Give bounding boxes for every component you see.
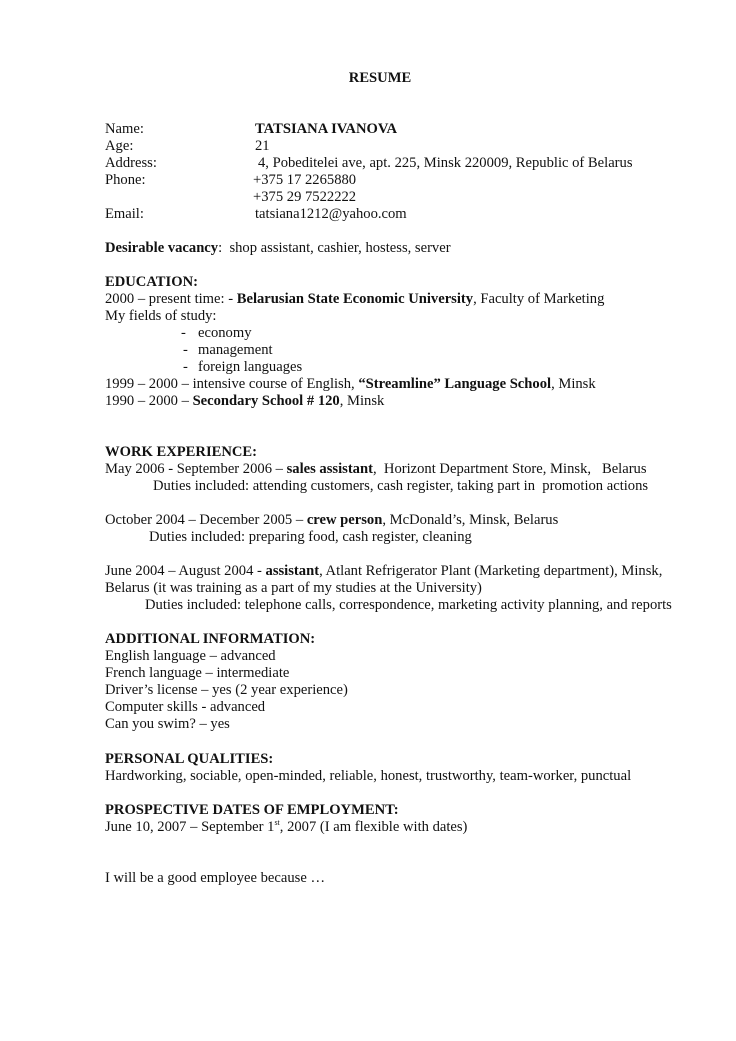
job1-employer: , Horizont Department Store, Minsk, Belarus	[372, 461, 647, 477]
additional-item: Driver’s license – yes (2 year experience)	[105, 682, 348, 698]
job1-duties: Duties included: attending customers, cash register, taking part in promotion actions	[153, 478, 649, 494]
email-value: tatsiana1212@yahoo.com	[255, 206, 407, 222]
education-language-school	[105, 376, 596, 393]
job-2	[105, 512, 558, 529]
phone-value-2: +375 29 7522222	[253, 189, 357, 205]
additional-item: English language – advanced	[105, 648, 276, 664]
additional-item: Computer skills - advanced	[105, 699, 266, 715]
edu3-school: Secondary School # 120	[192, 393, 340, 409]
job3-dates: June 2004 – August 2004 -	[105, 563, 266, 579]
vacancy-value: shop assistant, cashier, hostess, server	[222, 240, 451, 256]
phone-value-1: +375 17 2265880	[253, 172, 357, 188]
name-value: TATSIANA IVANOVA	[255, 121, 398, 137]
address-label: Address:	[105, 155, 157, 171]
job3-employer: , Atlant Refrigerator Plant (Marketing department), Minsk,	[319, 563, 663, 579]
job2-employer: , McDonald’s, Minsk, Belarus	[382, 512, 559, 528]
field-item: foreign languages	[198, 359, 303, 375]
field-item: management	[198, 342, 273, 358]
edu3-city: , Minsk	[339, 393, 385, 409]
bullet: -	[183, 359, 188, 375]
job3-duties: Duties included: telephone calls, correspondence, marketing activity planning, and reports	[145, 597, 672, 613]
desirable-vacancy	[105, 240, 451, 257]
job2-duties: Duties included: preparing food, cash register, cleaning	[149, 529, 472, 545]
job3-role: assistant	[265, 563, 320, 579]
email-label: Email:	[105, 206, 144, 222]
edu3-dates: 1990 – 2000 –	[105, 393, 193, 409]
field-item: economy	[198, 325, 252, 341]
edu1-dates: 2000 – present time: -	[105, 291, 237, 307]
edu2-dates: 1999 – 2000 – intensive course of English,	[105, 376, 359, 392]
education-university	[105, 291, 604, 308]
dates-text	[105, 819, 467, 836]
closing-line: I will be a good employee because …	[105, 870, 326, 886]
edu1-school: Belarusian State Economic University	[236, 291, 474, 307]
education-secondary-school	[105, 393, 384, 410]
job-1	[105, 461, 647, 478]
phone-label: Phone:	[105, 172, 146, 188]
age-label: Age:	[105, 138, 134, 154]
fields-label: My fields of study:	[105, 308, 217, 324]
job-3	[105, 563, 662, 580]
additional-heading: ADDITIONAL INFORMATION:	[105, 631, 316, 647]
education-heading: EDUCATION:	[105, 274, 198, 290]
job3-note: Belarus (it was training as a part of my studies at the University)	[105, 580, 482, 596]
qualities-heading: PERSONAL QUALITIES:	[105, 751, 274, 767]
edu1-faculty: , Faculty of Marketing	[473, 291, 605, 307]
dates-start: June 10, 2007 – September 1	[105, 819, 275, 835]
job2-role: crew person	[306, 512, 383, 528]
job1-dates: May 2006 - September 2006 –	[105, 461, 287, 477]
additional-item: Can you swim? – yes	[105, 716, 230, 732]
additional-item: French language – intermediate	[105, 665, 290, 681]
edu2-school: “Streamline” Language School	[358, 376, 552, 392]
address-value: 4, Pobeditelei ave, apt. 225, Minsk 220009, Republic of Belarus	[258, 155, 633, 171]
bullet: -	[181, 325, 186, 341]
vacancy-label: Desirable vacancy	[105, 240, 219, 256]
dates-ordinal: st	[274, 818, 280, 827]
edu2-city: , Minsk	[551, 376, 596, 392]
work-heading: WORK EXPERIENCE:	[105, 444, 258, 460]
page-title: RESUME	[348, 70, 412, 86]
job2-dates: October 2004 – December 2005 –	[105, 512, 307, 528]
dates-heading: PROSPECTIVE DATES OF EMPLOYMENT:	[105, 802, 399, 818]
qualities-text: Hardworking, sociable, open-minded, reliable, honest, trustworthy, team-worker, punctual	[105, 768, 632, 784]
job1-role: sales assistant	[286, 461, 373, 477]
bullet: -	[183, 342, 188, 358]
age-value: 21	[255, 138, 270, 154]
name-label: Name:	[105, 121, 144, 137]
vacancy-colon: :	[218, 240, 223, 256]
dates-end: , 2007 (I am flexible with dates)	[279, 819, 468, 835]
